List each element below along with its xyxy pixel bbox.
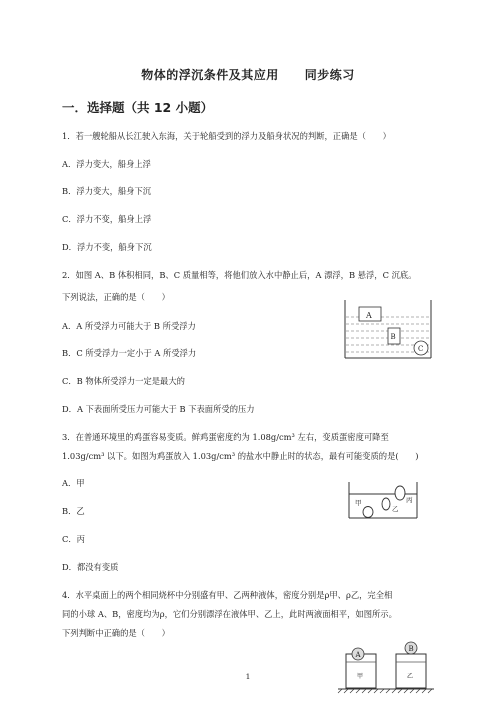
label-b: B xyxy=(390,333,396,341)
q1-option-c: C．浮力不变，船身上浮 xyxy=(62,214,152,224)
beaker-yi xyxy=(396,654,426,688)
q3-stem-line: 3．在普通环境里的鸡蛋容易变质。鲜鸡蛋密度约为 1.08g/cm³ 左右，变质蛋密度可降至 xyxy=(62,432,389,442)
q4-figure xyxy=(336,640,436,694)
q3-option-a: A．甲 xyxy=(62,478,85,488)
label-bing: 丙 xyxy=(406,496,413,504)
q3-option-d: D．都没有变质 xyxy=(62,562,119,572)
label-liquid-jia: 甲 xyxy=(357,673,364,680)
q1-option-d: D．浮力不变，船身下沉 xyxy=(62,242,152,252)
q2-option-a: A．A 所受浮力可能大于 B 所受浮力 xyxy=(62,321,196,331)
section-heading: 一．选择题（共 12 小题） xyxy=(62,100,214,115)
q4-stem-line: 同的小球 A、B，密度均为ρ，它们分别漂浮在液体甲、乙上，此时两液面相平，如图所示。 xyxy=(62,609,397,619)
q2-option-b: B．C 所受浮力一定小于 A 所受浮力 xyxy=(62,348,197,358)
label-jia: 甲 xyxy=(355,499,362,507)
egg-jia xyxy=(363,507,373,518)
title-sub: 同步练习 xyxy=(304,68,355,82)
q1-option-a: A．浮力变大，船身上浮 xyxy=(62,159,151,169)
q3-stem-line: 1.03g/cm³ 以下。如图为鸡蛋放入 1.03g/cm³ 的盐水中静止时的状态，最有可能变质的是( ) xyxy=(62,451,419,461)
q2-option-c: C．B 物体所受浮力一定是最大的 xyxy=(62,376,185,386)
q1-option-b: B．浮力变大，船身下沉 xyxy=(62,186,152,196)
title-main: 物体的浮沉条件及其应用 xyxy=(141,68,279,82)
page-title xyxy=(0,66,496,83)
q3-option-b: B．乙 xyxy=(62,506,85,516)
egg-bing xyxy=(395,486,405,500)
q1-stem-line: 1．若一艘轮船从长江驶入东海，关于轮船受到的浮力及船身状况的判断，正确是（ ） xyxy=(62,131,391,141)
egg-yi xyxy=(382,498,390,510)
label-ball-a: A xyxy=(355,651,361,659)
q2-stem-line: 2．如图 A、B 体积相同，B、C 质量相等，将他们放入水中静止后，A 漂浮，B 悬浮，C 沉底。 xyxy=(62,270,417,280)
label-c: C xyxy=(418,345,424,353)
label-ball-b: B xyxy=(408,645,414,653)
label-liquid-yi: 乙 xyxy=(407,673,414,680)
q4-stem-line: 下列判断中正确的是（ ） xyxy=(62,628,170,638)
q3-option-c: C．丙 xyxy=(62,534,85,544)
label-a: A xyxy=(366,311,372,320)
q2-stem-line: 下列说法，正确的是（ ） xyxy=(62,292,170,302)
q3-figure xyxy=(346,480,420,522)
label-yi: 乙 xyxy=(392,505,399,513)
q2-option-d: D．A 下表面所受压力可能大于 B 下表面所受的压力 xyxy=(62,404,255,414)
q2-figure xyxy=(342,298,434,362)
page-number: 1 xyxy=(245,672,251,681)
q4-stem-line: 4．水平桌面上的两个相同烧杯中分别盛有甲、乙两种液体，密度分别是ρ甲、ρ乙，完全相 xyxy=(62,590,393,600)
